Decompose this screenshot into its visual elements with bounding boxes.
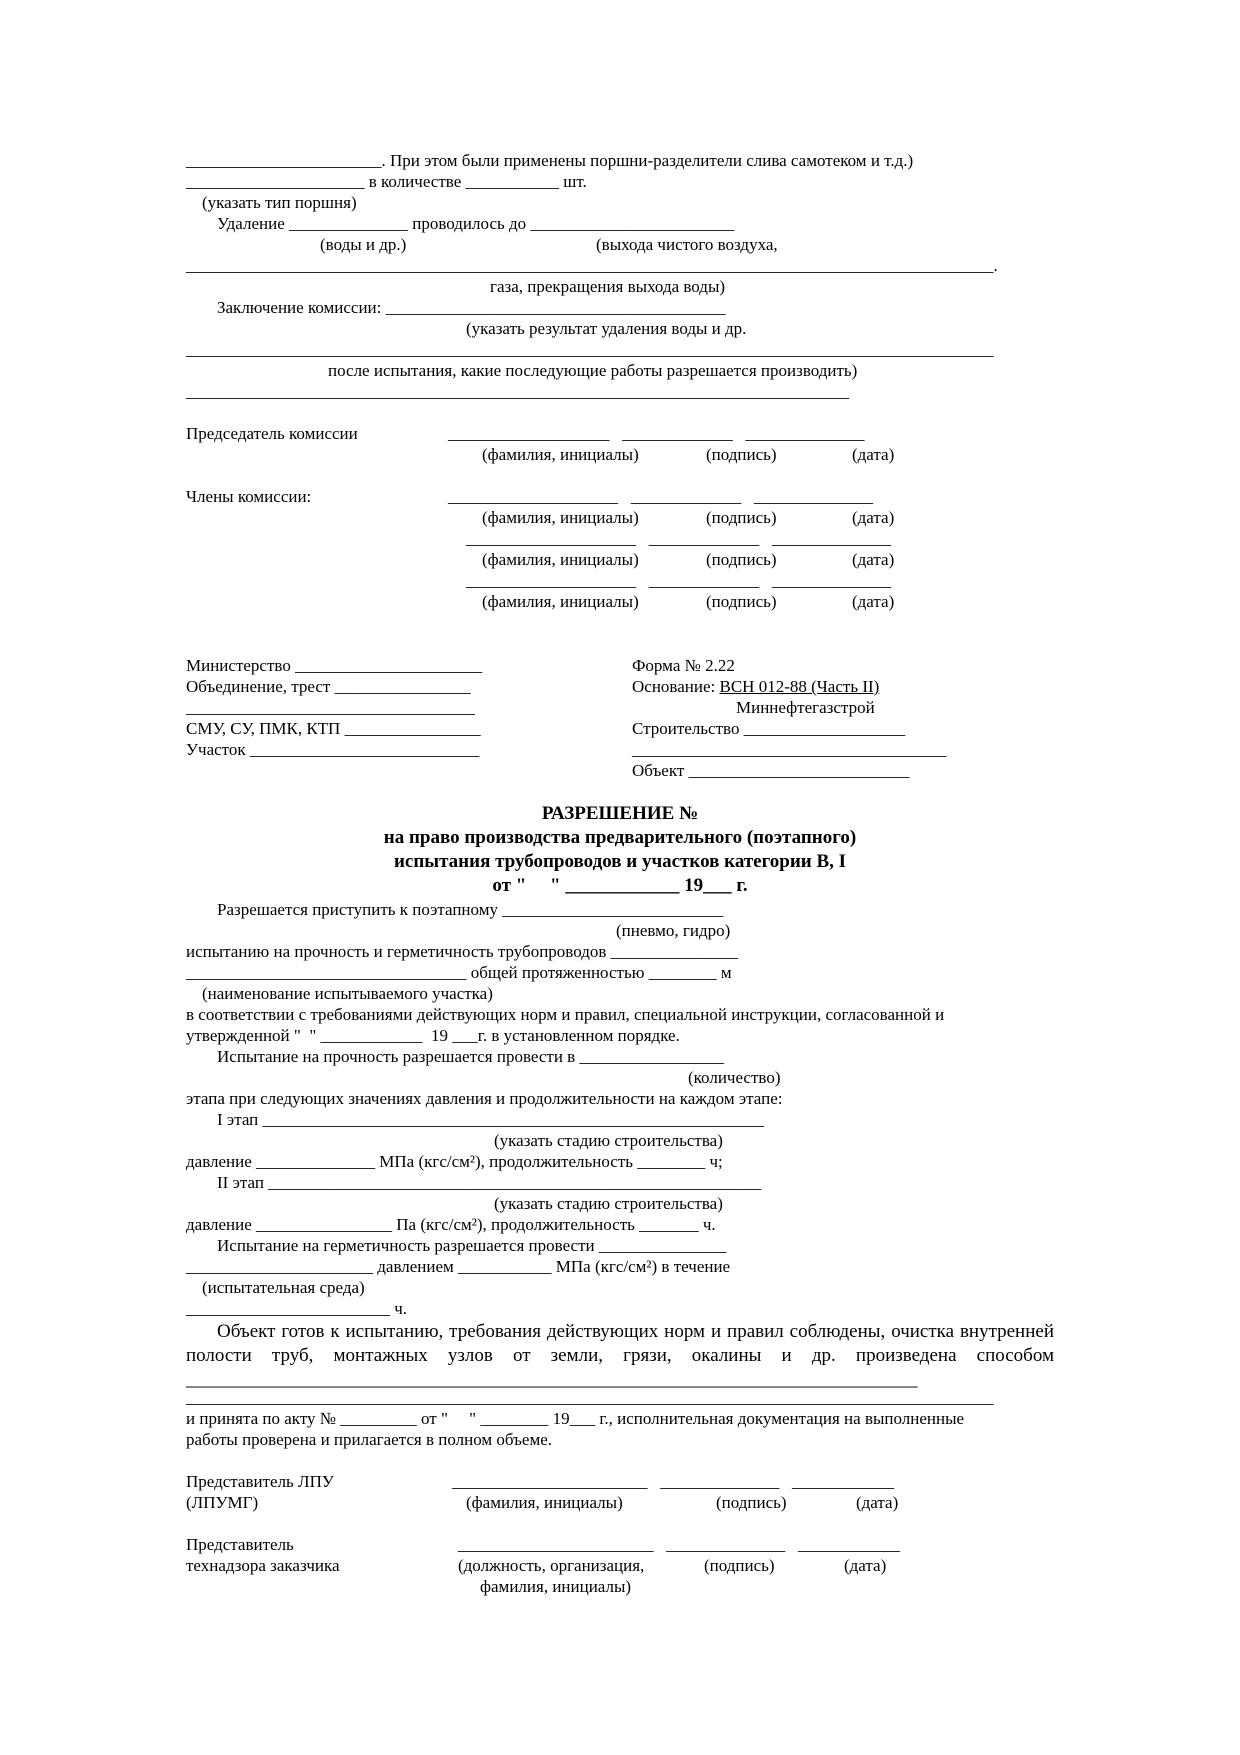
body-line: Испытание на прочность разрешается провести в _________________: [217, 1047, 724, 1066]
blank-field: __________________________________: [186, 698, 475, 717]
sign-caption: (подпись): [716, 1493, 787, 1512]
piston-type-line: _______________________. При этом были применены поршни-разделители слива самотеком и т.д.): [186, 151, 914, 170]
members-label: Члены комиссии:: [186, 487, 312, 506]
sign-caption: (подпись): [706, 550, 777, 569]
name-caption: (должность, организация,: [458, 1556, 645, 1575]
blank-line: _______________________________________________________________________________________________: [186, 340, 994, 359]
body-caption: (испытательная среда): [202, 1278, 365, 1297]
body-line: и принята по акту № _________ от " " ________ 19___ г., исполнительная документация на выполненные: [186, 1409, 965, 1428]
date-caption: (дата): [844, 1556, 887, 1575]
name-caption: (фамилия, инициалы): [466, 1493, 623, 1512]
sign-caption: (подпись): [704, 1556, 775, 1575]
name-caption: (фамилия, инициалы): [482, 592, 639, 611]
permit-subtitle-1: на право производства предварительного (поэтапного): [383, 827, 857, 848]
date-caption: (дата): [856, 1493, 899, 1512]
association-field: Объединение, трест ________________: [186, 677, 471, 696]
date-caption: (дата): [852, 550, 895, 569]
body-line: в соответствии с требованиями действующих норм и правил, специальной инструкции, согласованной и: [186, 1005, 945, 1024]
construction-field: Строительство ___________________: [632, 719, 906, 738]
sign-caption: (подпись): [706, 592, 777, 611]
body-line: II этап __________________________________________________________: [217, 1173, 762, 1192]
member-signature-line: ____________________ _____________ ______________: [466, 571, 891, 590]
body-line: ______________________ давлением ___________ МПа (кгс/см²) в течение: [186, 1257, 731, 1276]
commission-conclusion-line: Заключение комиссии: ________________________________________: [217, 298, 726, 317]
body-caption: (пневмо, гидро): [616, 921, 731, 940]
body-caption: (указать стадию строительства): [494, 1194, 723, 1213]
body-line: работы проверена и прилагается в полном объеме.: [186, 1430, 552, 1449]
member-signature-line: ____________________ _____________ ______________: [466, 529, 891, 548]
piston-count-line: _____________________ в количестве ___________ шт.: [186, 172, 587, 191]
basis-organization: Миннефтегазстрой: [736, 698, 875, 717]
body-line: _________________________________ общей протяженностью ________ м: [186, 963, 732, 982]
body-line: Разрешается приступить к поэтапному __________________________: [217, 900, 724, 919]
name-caption: (фамилия, инициалы): [482, 550, 639, 569]
customer-rep-label: Представитель: [186, 1535, 294, 1554]
after-test-caption: после испытания, какие последующие работы разрешается производить): [328, 361, 858, 380]
construction-blank: _____________________________________: [632, 740, 947, 759]
body-caption: (количество): [688, 1068, 781, 1087]
readiness-paragraph: Объект готов к испытанию, требования действующих норм и правил соблюдены, очистка внутренней полости труб, монтажных узлов от земли, грязи, окалины и др. произведена способом _____________________________________________________________________________: [186, 1321, 1054, 1390]
body-caption: (наименование испытываемого участка): [202, 984, 493, 1003]
name-caption: (фамилия, инициалы): [482, 445, 639, 464]
removal-caption-air: (выхода чистого воздуха,: [596, 235, 778, 254]
ministry-field: Министерство ______________________: [186, 656, 483, 675]
object-field: Объект __________________________: [632, 761, 910, 780]
body-line: давление ________________ Па (кгс/см²), продолжительность _______ ч.: [186, 1215, 716, 1234]
gas-caption: газа, прекращения выхода воды): [490, 277, 726, 296]
name-caption: (фамилия, инициалы): [482, 508, 639, 527]
removal-line: Удаление ______________ проводилось до ________________________: [217, 214, 735, 233]
blank-line: _______________________________________________________________________________________________: [186, 1388, 994, 1407]
lpu-rep-label-2: (ЛПУМГ): [186, 1493, 259, 1512]
basis-line: [632, 677, 879, 697]
date-caption: (дата): [852, 445, 895, 464]
lpu-signature-line: _______________________ ______________ ____________: [452, 1472, 894, 1491]
body-line: I этап ___________________________________________________________: [217, 1110, 765, 1129]
site-field: Участок ___________________________: [186, 740, 480, 759]
basis-label: Основание:: [632, 677, 720, 696]
permit-title: РАЗРЕШЕНИЕ №: [541, 803, 699, 824]
blank-line: ______________________________________________________________________________: [186, 382, 849, 401]
smu-field: СМУ, СУ, ПМК, КТП ________________: [186, 719, 481, 738]
removal-caption-water: (воды и др.): [320, 235, 407, 254]
name-caption-2: фамилия, инициалы): [480, 1577, 632, 1596]
sign-caption: (подпись): [706, 508, 777, 527]
body-line: Испытание на герметичность разрешается провести _______________: [217, 1236, 727, 1255]
chair-label: Председатель комиссии: [186, 424, 358, 443]
customer-rep-label-2: технадзора заказчика: [186, 1556, 340, 1575]
body-caption: (указать стадию строительства): [494, 1131, 723, 1150]
member-signature-line: ____________________ _____________ ______________: [448, 487, 873, 506]
permit-subtitle-2: испытания трубопроводов и участков категории В, I: [393, 851, 847, 872]
chair-signature-line: ___________________ _____________ ______________: [448, 424, 865, 443]
date-caption: (дата): [852, 592, 895, 611]
body-line: испытанию на прочность и герметичность трубопроводов _______________: [186, 942, 739, 961]
lpu-rep-label: Представитель ЛПУ: [186, 1472, 334, 1491]
date-caption: (дата): [852, 508, 895, 527]
piston-type-caption: (указать тип поршня): [202, 193, 357, 212]
basis-link[interactable]: ВСН 012-88 (Часть II): [719, 677, 880, 696]
body-line: утвержденной " " ____________ 19 ___г. в установленном порядке.: [186, 1026, 680, 1045]
sign-caption: (подпись): [706, 445, 777, 464]
customer-signature-line: _______________________ ______________ ____________: [458, 1535, 900, 1554]
body-line: давление ______________ МПа (кгс/см²), продолжительность ________ ч;: [186, 1152, 723, 1171]
conclusion-caption: (указать результат удаления воды и др.: [466, 319, 747, 338]
body-line: ________________________ ч.: [186, 1299, 408, 1318]
body-line: этапа при следующих значениях давления и продолжительности на каждом этапе:: [186, 1089, 783, 1108]
permit-date: от " " ____________ 19___ г.: [492, 875, 748, 896]
blank-line: _______________________________________________________________________________________________.: [186, 256, 998, 275]
form-number: Форма № 2.22: [632, 656, 735, 675]
